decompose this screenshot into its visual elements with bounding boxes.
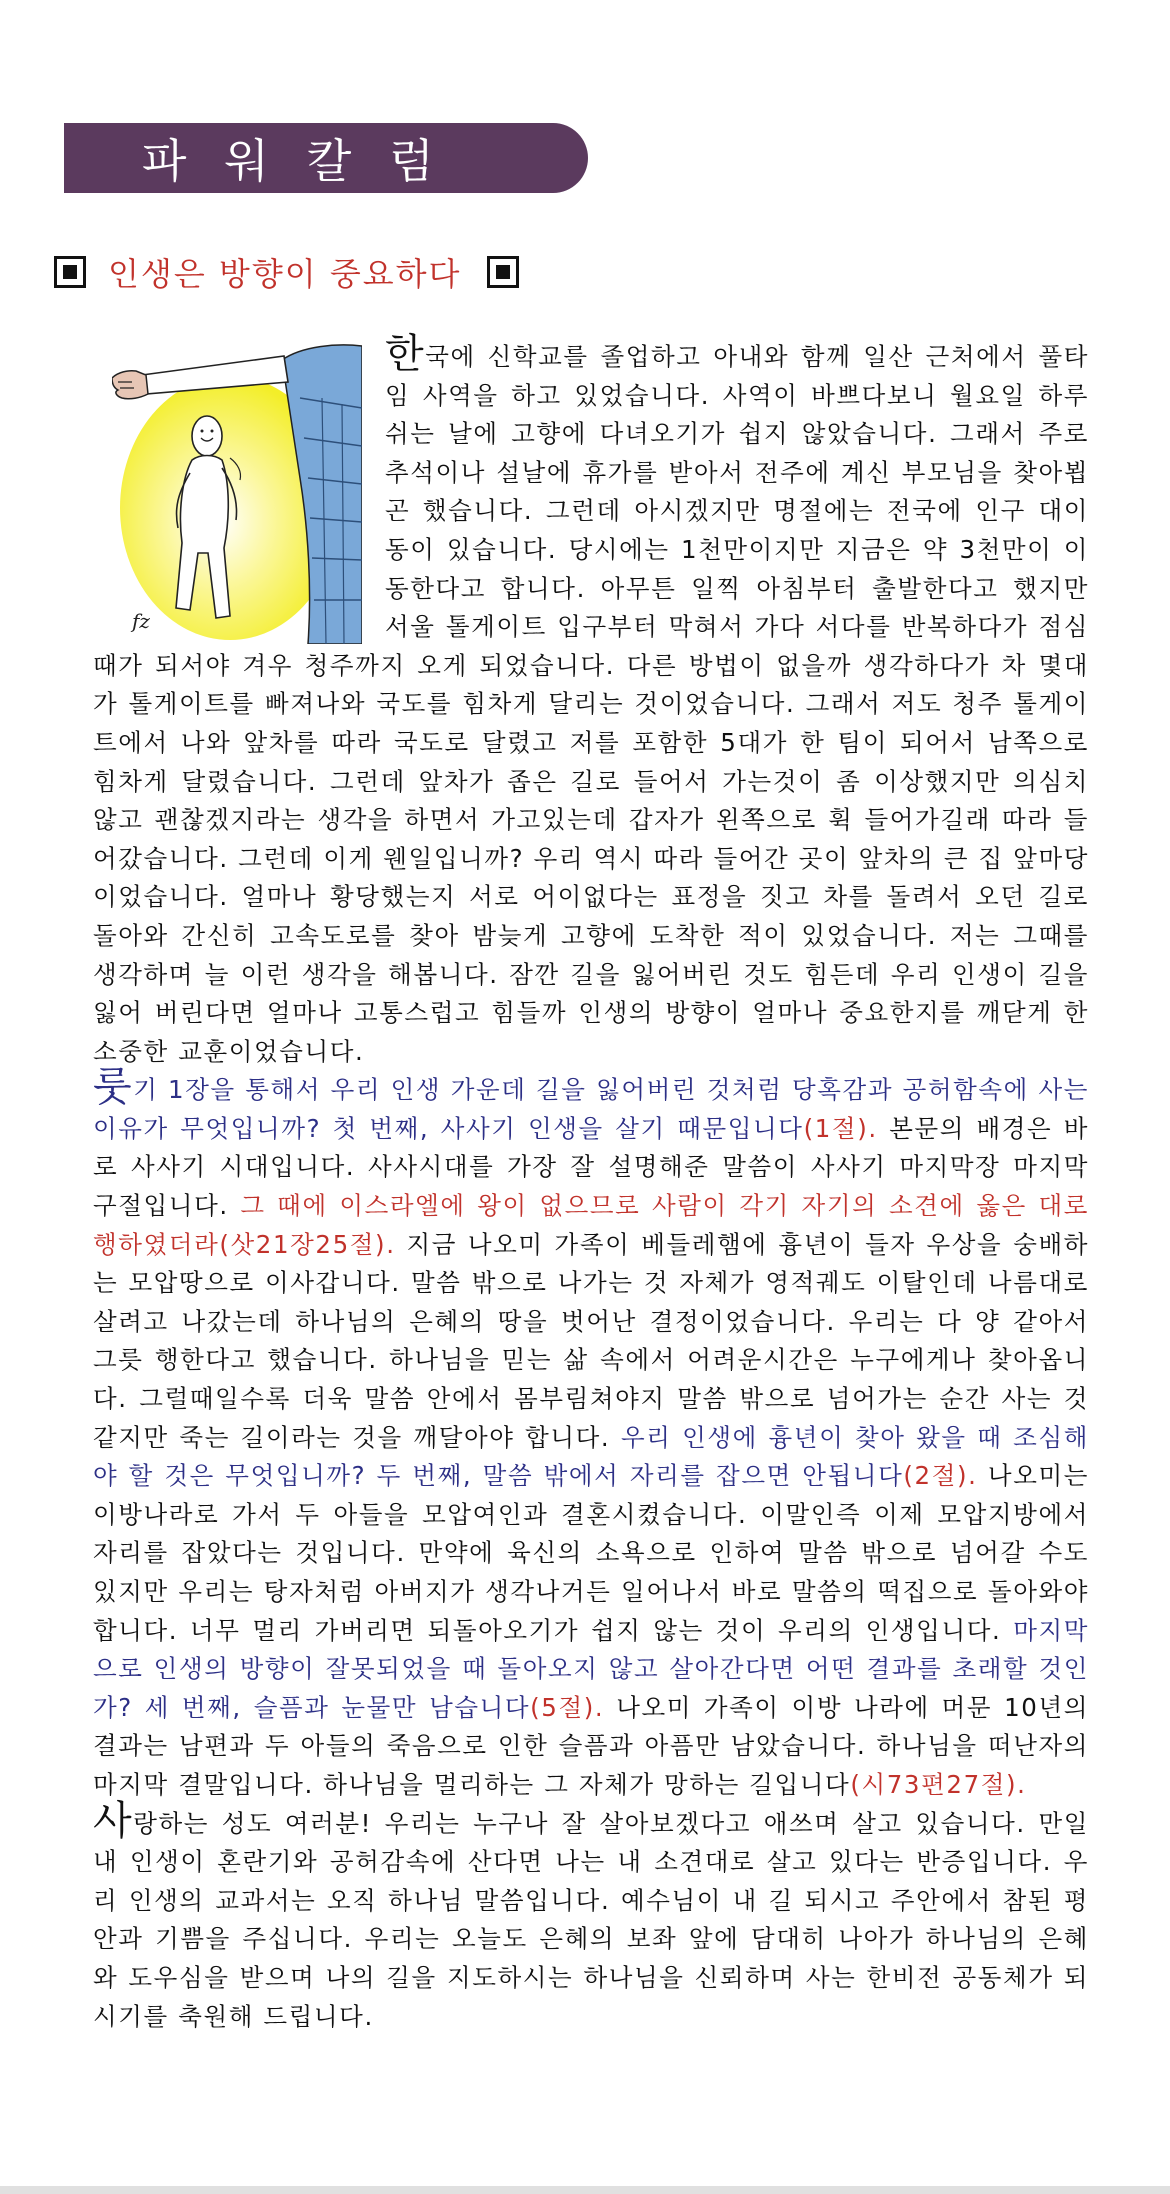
dropcap: 사 <box>93 1797 134 1844</box>
question-2-reference: (2절). <box>903 1461 978 1491</box>
paragraph-text: 나오미 가족이 이방 나라에 머문 10년의 결과는 남편과 두 아들의 죽음으로 인한 슬픔과 아픔만 남았습니다. 하나님을 떠난자의 마지막 결말입니다. 하나님을 멀리하는 그 자체가 망하는 길입니다 <box>93 1692 1089 1799</box>
article-subtitle <box>54 252 519 292</box>
article-body <box>93 331 1089 2036</box>
column-banner-label: 파워칼럼 <box>142 134 472 188</box>
page-bottom-bar <box>0 2186 1170 2194</box>
paragraph-text: 랑하는 성도 여러분! 우리는 누구나 잘 살아보겠다고 애쓰며 살고 있습니다. 만일 내 인생이 혼란기와 공허감속에 산다면 나는 내 소견대로 살고 있다는 반증입니다. 우리 인생의 교과서는 오직 하나님 말씀입니다. 예수님이 내 길 되시고 주안에서 참된 평안과 기쁨을 주십니다. 우리는 오늘도 은혜의 보좌 앞에 담대히 나아가 하나님의 은혜와 도우심을 받으며 나의 길을 지도하시는 하나님을 신뢰하며 사는 한비전 공동체가 되시기를 축원해 드립니다. <box>93 1808 1089 2031</box>
paragraph-2 <box>93 1064 1089 1804</box>
illustration-signature: fz <box>132 609 150 633</box>
question-1-reference: (1절). <box>803 1113 878 1143</box>
paragraph-text: 국에 신학교를 졸업하고 아내와 함께 일산 근처에서 풀타임 사역을 하고 있었습니다. 사역이 바쁘다보니 월요일 하루 쉬는 날에 고향에 다녀오기가 쉽지 않았습니다. 그래서 주로 추석이나 설날에 휴가를 받아서 전주에 계신 부모님을 찾아뵙곤 했습니다. 그런데 아시겠지만 명절에는 전국에 인구 대이동이 있습니다. 당시에는 1천만이지만 지금은 약 3천만이 이동한다고 합니다. 아무튼 일찍 아침부터 출발한다고 했지만 서울 톨게이트 입구부터 막혀서 가다 서다를 반복하다가 점심때가 되서야 겨우 청주까지 오게 되었습니다. 다른 방법이 없을까 생각하다가 차 몇대가 톨게이트를 빠져나와 국도를 힘차게 달리는 것이었습니다. 그래서 저도 청주 톨게이트에서 나와 앞차를 따라 국도로 달렸고 저를 포함한 5대가 한 팀이 되어서 남쪽으로 힘차게 달렸습니다. 그런데 앞차가 좁은 길로 들어서 가는것이 좀 이상했지만 의심치 않고 괜찮겠지라는 생각을 하면서 가고있는데 갑자가 왼쪽으로 휙 들어가길래 따라 들어갔습니다. 그런데 이게 웬일입니까? 우리 역시 따라 들어간 곳이 앞차의 큰 집 앞마당이었습니다. 얼마나 황당했는지 서로 어이없다는 표정을 짓고 차를 돌려서 오던 길로 돌아와 간신히 고속도로를 찾아 밤늦게 고향에 도착한 적이 있었습니다. 저는 그때를 생각하며 늘 이런 생각을 해봅니다. 잠깐 길을 잃어버린 것도 힘든데 우리 인생이 길을 잃어 버린다면 얼마나 고통스럽고 힘들까 인생의 방향이 얼마나 중요한지를 깨닫게 한 소중한 교훈이었습니다. <box>93 342 1089 1066</box>
dropcap: 한 <box>385 331 426 377</box>
illustration-spacer <box>93 338 385 644</box>
paragraph-3 <box>93 1797 1089 2037</box>
paragraph-text: 지금 나오미 가족이 베들레햄에 흉년이 들자 우상을 숭배하는 모압땅으로 이사갑니다. 말씀 밖으로 나가는 것 자체가 영적궤도 이탈인데 나름대로 살려고 나갔는데 하나님의 은혜의 땅을 벗어난 결정이었습니다. 우리는 다 양 같아서 그릇 행한다고 했습니다. 하나님을 믿는 삶 속에서 어려운시간은 누구에게나 찾아옵니다. 그럴때일수록 더욱 말씀 안에서 몸부림쳐야지 말씀 밖으로 넘어가는 순간 사는 것 같지만 죽는 길이라는 것을 깨달아야 합니다. <box>93 1229 1089 1452</box>
article-title: 인생은 방향이 중요하다 <box>108 255 462 293</box>
question-3: 마지막으로 인생의 방향이 잘못되었을 때 돌아오지 않고 살아간다면 어떤 결과를 초래할 것인가? 세 번째, 슬픔과 눈물만 남습니다 <box>93 1615 1089 1722</box>
column-banner <box>64 123 588 193</box>
question-2: 우리 인생에 흉년이 찾아 왔을 때 조심해야 할 것은 무엇입니까? 두 번째, 말씀 밖에서 자리를 잡으면 안됩니다 <box>93 1422 1089 1491</box>
black-square-icon <box>54 256 86 288</box>
black-square-icon <box>487 256 519 288</box>
paragraph-text: 나오미는 이방나라로 가서 두 아들을 모압여인과 결혼시켰습니다. 이말인즉 이제 모압지방에서 자리를 잡았다는 것입니다. 만약에 육신의 소욕으로 인하여 말씀 밖으로 넘어갈 수도 있지만 우리는 탕자처럼 아버지가 생각나거든 일어나서 바로 말씀의 떡집으로 돌아와야 합니다. 너무 멀리 가버리면 되돌아오기가 쉽지 않는 것이 우리의 인생입니다. <box>93 1461 1089 1645</box>
question-1: 기 1장을 통해서 우리 인생 가운데 길을 잃어버린 것처럼 당혹감과 공허함속에 사는 이유가 무엇입니까? 첫 번째, 사사기 인생을 살기 때문입니다 <box>93 1075 1089 1143</box>
scripture-quote: 그 때에 이스라엘에 왕이 없으므로 사람이 각기 자기의 소견에 옳은 대로 행하였더라(삿21장25절). <box>93 1191 1089 1259</box>
question-3-reference: (5절). <box>530 1692 605 1722</box>
dropcap: 룻 <box>93 1064 134 1111</box>
paragraph-text: 본문의 배경은 바로 사사기 시대입니다. 사사시대를 가장 잘 설명해준 말씀이 사사기 마지막장 마지막 구절입니다. <box>93 1113 1089 1221</box>
scripture-reference: (시73편27절). <box>850 1769 1027 1799</box>
